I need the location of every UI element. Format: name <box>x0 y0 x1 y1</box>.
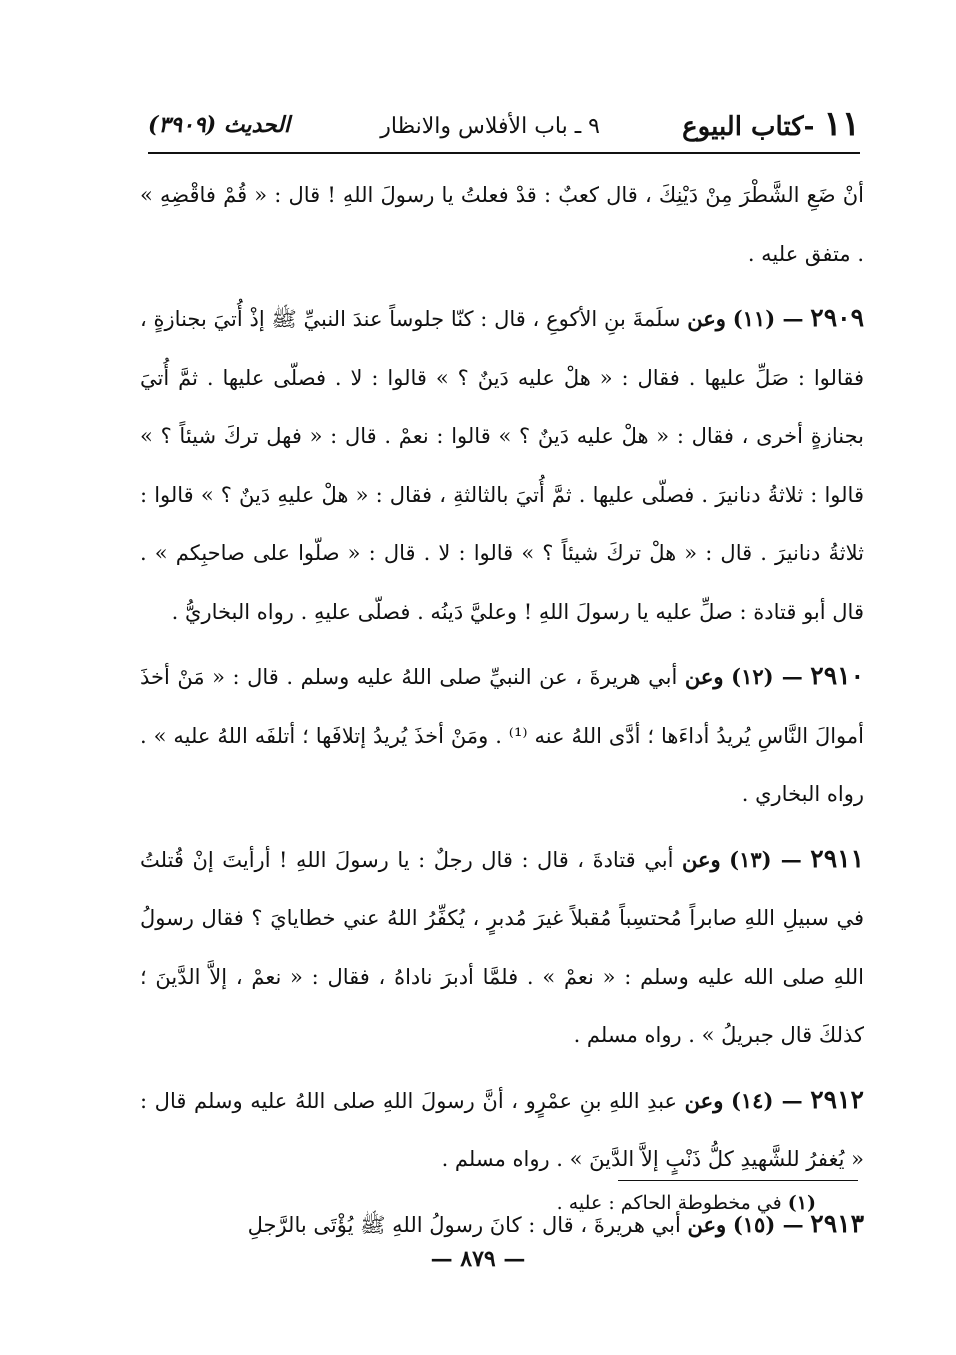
hadith-text: أبي قتادةَ ، قال : قال رجلٌ : يا رسولَ اللهِ ! أرأيتَ إنْ قُتلتُ في سبيلِ اللهِ صابراً مُحتسِباً مُقبلاً غيرَ مُدبرٍ ، يُكفِّرُ اللهُ عني خطايايَ ؟ فقال رسولُ اللهِ صلى الله عليه وسلم : « نعمْ » . فلمَّا أدبرَ ناداهُ ، فقال : « نعمْ ، إلاَّ الدَّينَ ؛ كذلكَ قال جبريلُ » . رواه مسلم . <box>140 847 864 1047</box>
footnote-text: في مخطوطة الحاكم : عليه . <box>556 1192 782 1214</box>
narrator-prefix: وعن <box>684 1087 724 1113</box>
hadith-number: ٢٩١٠ <box>810 661 865 690</box>
chapter-title: ٩ ـ باب الأفلاس والانظار <box>380 114 600 139</box>
hadith-2909: ٢٩٠٩ — (١١) وعن سلَمةَ بنِ الأكوعِ ، قال : كنّا جلوساً عندَ النبيِّ ﷺ إذْ أُتيَ بجنازةٍ ، فقالوا : صَلِّ عليها . فقال : « هلْ عليه دَينٌ ؟ » قالوا : لا . فصلّى عليها . ثمَّ أُتيَ بجنازةٍ أخرى ، فقال : « هلْ عليه دَينٌ ؟ » قالوا : نعمْ . قال : « فهل تركَ شيئاً ؟ » قالوا : ثلاثةُ دنانيرَ . فصلّى عليها . ثمَّ أُتيَ بالثالثةِ ، فقال : « هلْ عليهِ دَينٌ ؟ » قالوا : ثلاثةُ دنانيرَ . قال : « هلْ تركَ شيئاً ؟ » قالوا : لا . قال : « صلّوا على صاحبِكم » . قال أبو قتادة : صلِّ عليه يا رسولَ اللهِ ! وعليَّ دَينُه . فصلّى عليهِ . رواه البخاريُّ . <box>140 303 864 624</box>
narrator-prefix: وعن <box>684 664 724 689</box>
hadith-text: عبدِ اللهِ بنِ عمْرٍو ، أنَّ رسولَ اللهِ صلى اللهُ عليه وسلم قال : « يُغفرُ للشَّهيدِ كلُّ ذَنْبٍ إلاَّ الدَّينَ » . رواه مسلم . <box>140 1088 864 1171</box>
hadith-text: أبي هريرةَ ، قال : كانَ رسولُ اللهِ ﷺ يُؤْتَى بالرَّجلِ <box>247 1212 681 1237</box>
hadith-2912: ٢٩١٢ — (١٤) وعن عبدِ اللهِ بنِ عمْرٍو ، أنَّ رسولَ اللهِ صلى اللهُ عليه وسلم قال : « يُغفرُ للشَّهيدِ كلُّ ذَنْبٍ إلاَّ الدَّينَ » . رواه مسلم . <box>140 1084 864 1171</box>
hadith-sub-number: (١٣) <box>729 846 772 872</box>
book-title-text: -كتاب البيوع <box>682 112 815 142</box>
header-divider <box>148 152 860 154</box>
hadith-number: ٢٩١٢ <box>810 1084 864 1114</box>
paragraph-continuation <box>140 166 864 283</box>
hadith-text: سلَمةَ بنِ الأكوعِ ، قال : كنّا جلوساً عندَ النبيِّ ﷺ إذْ أُتيَ بجنازةٍ ، فقالوا : صَلِّ عليها . فقال : « هلْ عليه دَينٌ ؟ » قالوا : لا . فصلّى عليها . ثمَّ أُتيَ بجنازةٍ أخرى ، فقال : « هلْ عليه دَينٌ ؟ » قالوا : نعمْ . قال : « فهل تركَ شيئاً ؟ » قالوا : ثلاثةُ دنانيرَ . فصلّى عليها . ثمَّ أُتيَ بالثالثةِ ، فقال : « هلْ عليهِ دَينٌ ؟ » قالوا : ثلاثةُ دنانيرَ . قال : « هلْ تركَ شيئاً ؟ » قالوا : لا . قال : « صلّوا على صاحبِكم » . قال أبو قتادة : صلِّ عليه يا رسولَ اللهِ ! وعليَّ دَينُه . فصلّى عليهِ . رواه البخاريُّ . <box>140 307 864 624</box>
hadith-sub-number: (١٢) <box>731 664 774 689</box>
hadith-text: أبي هريرةَ ، عن النبيِّ صلى اللهُ عليه وسلم . قال : « مَنْ أخذَ أموالَ النَّاسِ يُريدُ أداءَها ؛ أدَّى اللهُ عنه ⁽¹⁾ . ومَنْ أخذَ يُريدُ إتلافَها ؛ أتلفَه اللهُ عليه » . رواه البخاري . <box>140 665 864 806</box>
book-number: ١١ <box>823 104 860 144</box>
narrator-prefix: وعن <box>687 1211 727 1237</box>
hadith-sub-number: (١٥) <box>732 1211 776 1237</box>
footnote <box>557 1192 816 1214</box>
hadith-2910: ٢٩١٠ — (١٢) وعن أبي هريرةَ ، عن النبيِّ صلى اللهُ عليه وسلم . قال : « مَنْ أخذَ أموالَ النَّاسِ يُريدُ أداءَها ؛ أدَّى اللهُ عنه ⁽¹⁾ . ومَنْ أخذَ يُريدُ إتلافَها ؛ أتلفَه اللهُ عليه » . رواه البخاري . <box>140 661 865 806</box>
hadith-number: ٢٩٠٩ <box>810 303 864 332</box>
hadith-range: الحديث (٣٩٠٩) <box>148 112 291 138</box>
hadith-2913: ٢٩١٣ — (١٥) وعن أبي هريرةَ ، قال : كانَ رسولُ اللهِ ﷺ يُؤْتَى بالرَّجلِ <box>247 1208 864 1238</box>
running-header <box>148 104 860 152</box>
footnote-divider <box>618 1180 858 1181</box>
narrator-prefix: وعن <box>681 846 721 872</box>
hadith-number: ٢٩١٣ <box>810 1208 864 1238</box>
hadith-sub-number: (١٤) <box>730 1087 774 1113</box>
book-title <box>682 104 860 144</box>
footnote-marker: (١) <box>787 1192 816 1214</box>
page-number: — ٨٧٩ — <box>430 1246 526 1272</box>
hadith-2911: ٢٩١١ — (١٣) وعن أبي قتادةَ ، قال : قال رجلٌ : يا رسولَ اللهِ ! أرأيتَ إنْ قُتلتُ في سبيلِ اللهِ صابراً مُحتسِباً مُقبلاً غيرَ مُدبرٍ ، يُكفِّرُ اللهُ عني خطايايَ ؟ فقال رسولُ اللهِ صلى الله عليه وسلم : « نعمْ » . فلمَّا أدبرَ ناداهُ ، فقال : « نعمْ ، إلاَّ الدَّينَ ؛ كذلكَ قال جبريلُ » . رواه مسلم . <box>140 843 865 1047</box>
paragraph-text: أنْ ضَعِ الشَّطْرَ مِنْ دَيْنِكَ ، قال كعبٌ : قدْ فعلتُ يا رسولَ اللهِ ! قال : « قُمْ فاقْضِهِ » . متفق عليه . <box>140 183 864 266</box>
main-text <box>140 166 864 1260</box>
hadith-number: ٢٩١١ <box>810 843 865 873</box>
narrator-prefix: وعن <box>687 306 726 331</box>
hadith-sub-number: (١١) <box>732 306 776 331</box>
